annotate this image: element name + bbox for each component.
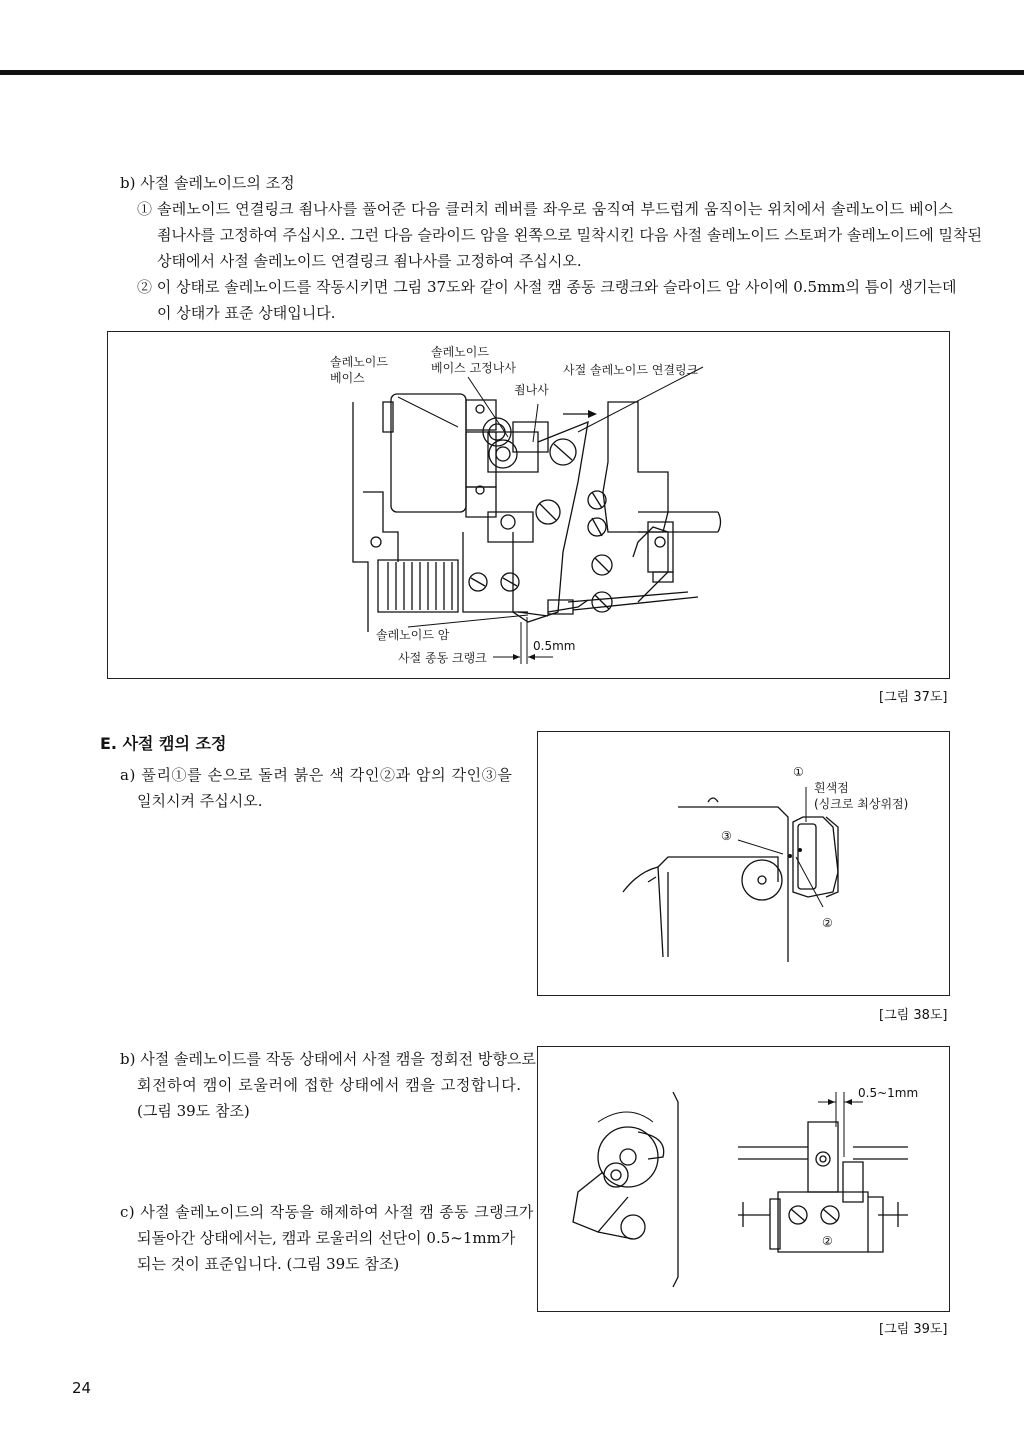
section-c-line2: 되돌아간 상태에서는, 캠과 로울러의 선단이 0.5~1mm가 (137, 1229, 516, 1247)
label-n1: ① (793, 765, 804, 779)
label-white-dot: 흰색점 (814, 781, 849, 795)
section-b2-line2: 회전하여 캠이 로울러에 접한 상태에서 캠을 고정합니다. (137, 1076, 522, 1094)
section-b2-line1: b) 사절 솔레노이드를 작동 상태에서 사절 캠을 정회전 방향으로 (120, 1050, 536, 1068)
label-solenoid-arm: 솔레노이드 암 (376, 628, 450, 642)
figure-37 (107, 331, 950, 679)
label-solenoid-base: 솔레노이드 베이스 (330, 355, 388, 385)
step2-line2: 이 상태가 표준 상태입니다. (157, 304, 336, 322)
section-c-line1: c) 사절 솔레노이드의 작동을 해제하여 사절 캠 종동 크랭크가 (120, 1203, 534, 1221)
label-follower-crank: 사절 종동 크랭크 (398, 651, 487, 665)
label-n2-39: ② (822, 1234, 833, 1248)
page-number: 24 (72, 1379, 92, 1397)
label-solenoid-base-screw: 솔레노이드 베이스 고정나사 (431, 345, 516, 375)
figure-38 (537, 731, 950, 996)
section-e-a-line2: 일치시켜 주십시오. (137, 792, 263, 810)
label-gap: 0.5mm (533, 639, 576, 653)
label-n2: ② (822, 916, 833, 930)
section-b-heading: b) 사절 솔레노이드의 조정 (120, 174, 295, 192)
label-white-dot-note: (싱크로 최상위점) (814, 797, 909, 811)
step2-line1: ② 이 상태로 솔레노이드를 작동시키면 그림 37도와 같이 사절 캠 종동 크랭크와 슬라이드 암 사이에 0.5mm의 틈이 생기는데 (137, 278, 957, 296)
figure-39 (537, 1046, 950, 1312)
section-b2-line3: (그림 39도 참조) (137, 1102, 250, 1120)
figure-37-caption: [그림 37도] (879, 690, 948, 705)
figure-38-drawing (538, 732, 951, 997)
step1-line3: 상태에서 사절 솔레노이드 연결링크 죔나사를 고정하여 주십시오. (157, 252, 582, 270)
section-c-line3: 되는 것이 표준입니다. (그림 39도 참조) (137, 1255, 400, 1273)
label-gap-39: 0.5~1mm (858, 1086, 919, 1100)
figure-39-caption: [그림 39도] (879, 1322, 948, 1337)
section-e-heading: E. 사절 캠의 조정 (100, 734, 227, 753)
label-screw: 죔나사 (514, 383, 549, 397)
top-rule (0, 70, 1024, 75)
section-e-a-line1: a) 풀리①를 손으로 돌려 붉은 색 각인②과 암의 각인③을 (120, 766, 513, 784)
label-link: 사절 솔레노이드 연결링크 (563, 363, 699, 377)
figure-38-caption: [그림 38도] (879, 1008, 948, 1023)
step1-line2: 죔나사를 고정하여 주십시오. 그런 다음 슬라이드 암을 왼쪽으로 밀착시킨 다음 사절 솔레노이드 스토퍼가 솔레노이드에 밀착된 (157, 226, 983, 244)
step1-line1: ① 솔레노이드 연결링크 죔나사를 풀어준 다음 클러치 레버를 좌우로 움직여 부드럽게 움직이는 위치에서 솔레노이드 베이스 (137, 200, 954, 218)
label-n3: ③ (721, 829, 732, 843)
